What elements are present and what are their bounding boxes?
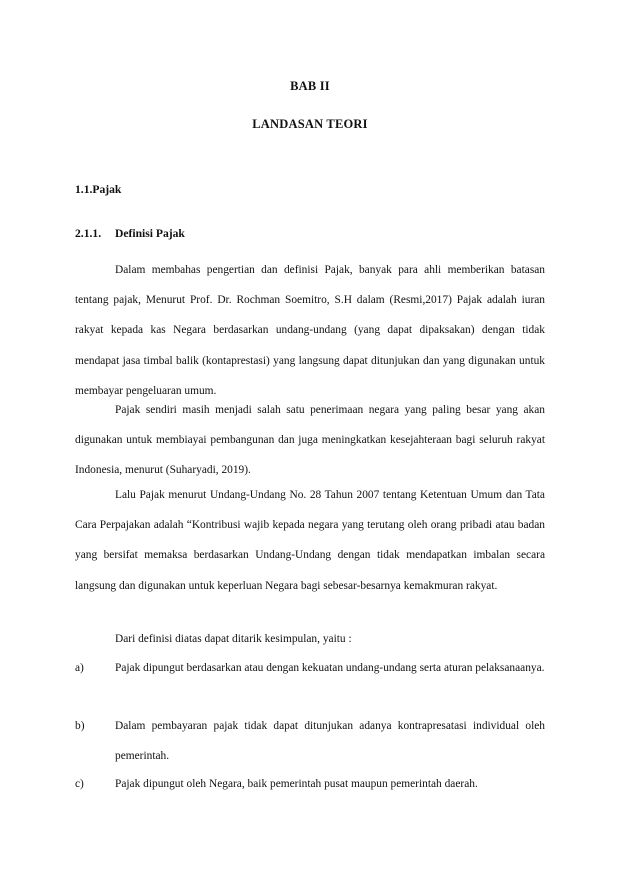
subsection-number: 2.1.1. — [75, 227, 102, 240]
list-item-c — [75, 769, 545, 799]
chapter-title: LANDASAN TEORI — [252, 117, 368, 131]
section-number: 1.1. — [75, 183, 93, 196]
list-text: Dalam pembayaran pajak tidak dapat ditunjukan adanya kontrapresatasi individual oleh pemerintah. — [115, 720, 545, 763]
paragraph-conclusion-intro: Dari definisi diatas dapat ditarik kesimpulan, yaitu : — [115, 633, 352, 645]
list-marker: a) — [75, 662, 84, 674]
list-marker: b) — [75, 720, 85, 732]
list-item-a — [75, 653, 545, 683]
section-title: Pajak — [92, 183, 122, 196]
paragraph-revenue: Pajak sendiri masih menjadi salah satu penerimaan negara yang paling besar yang akan digunakan untuk membiayai pembangunan dan juga meningkatkan kesejahteraan bagi seluruh rakyat Indonesia, menurut (Suharyadi, 2019). — [75, 404, 545, 477]
list-text: Pajak dipungut oleh Negara, baik pemerintah pusat maupun pemerintah daerah. — [115, 778, 478, 790]
paragraph-law: Lalu Pajak menurut Undang-Undang No. 28 Tahun 2007 tentang Ketentuan Umum dan Tata Cara Perpajakan adalah “Kontribusi wajib kepada negara yang terutang oleh orang pribadi atau badan yang bersifat memaksa berdasarkan Undang-Undang dengan tidak mendapatkan imbalan secara langsung dan digunakan untuk keperluan Negara bagi sebesar-besarnya kemakmuran rakyat. — [75, 489, 545, 592]
list-marker: c) — [75, 778, 84, 790]
section-heading — [75, 183, 121, 196]
list-text: Pajak dipungut berdasarkan atau dengan kekuatan undang-undang serta aturan pelaksanaanya. — [115, 662, 545, 674]
subsection-heading — [75, 227, 185, 240]
chapter-label: BAB II — [290, 79, 330, 93]
paragraph-definition: Dalam membahas pengertian dan definisi Pajak, banyak para ahli memberikan batasan tentang pajak, Menurut Prof. Dr. Rochman Soemitro, S.H dalam (Resmi,2017) Pajak adalah iuran rakyat kepada kas Negara berdasarkan undang-undang (yang dapat dipaksakan) dengan tidak mendapat jasa timbal balik (kontaprestasi) yang langsung dapat ditunjukan dan yang digunakan untuk membayar pengeluaran umum. — [75, 264, 545, 397]
list-item-b — [75, 711, 545, 771]
subsection-title: Definisi Pajak — [115, 227, 185, 240]
